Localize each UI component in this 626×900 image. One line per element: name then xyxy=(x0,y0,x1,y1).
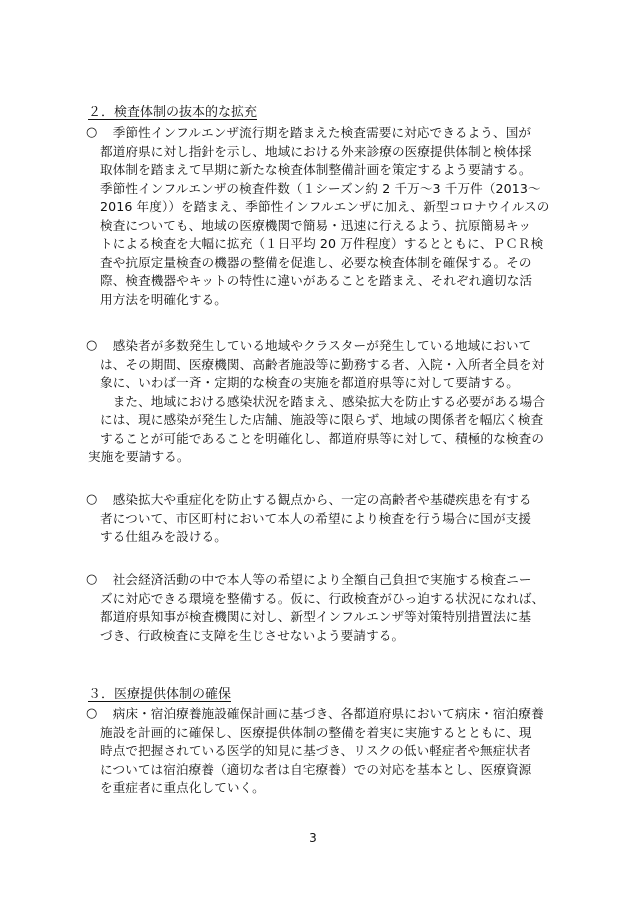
paragraph-bed-allocation xyxy=(100,705,544,798)
text-line: 季節性インフルエンザ流行期を踏まえた検査需要に対応できるよう、国が xyxy=(100,125,532,140)
bullet-marker: ○ xyxy=(86,338,98,353)
text-line: ズに対応できる環境を整備する。仮に、行政検査がひっ迫する状況になれば、 xyxy=(100,590,545,606)
text-line: 用方法を明確化する。 xyxy=(100,291,227,307)
text-line: については宿泊療養（適切な者は自宅療養）での対応を基本とし、医療資源 xyxy=(100,761,532,777)
text-line: は、その期間、医療機関、高齢者施設等に勤務する者、入院・入所者全員を対 xyxy=(100,356,545,372)
section-heading-medical-care: ３．医療提供体制の確保 xyxy=(88,687,232,702)
text-line: トによる検査を大幅に拡充（１日平均 20 万件程度）するとともに、ＰＣＲ検 xyxy=(100,236,544,251)
text-line: 時点で把握されている医学的知見に基づき、リスクの低い軽症者や無症状者 xyxy=(100,743,531,758)
bullet-marker: ○ xyxy=(86,706,98,721)
text-line: 感染拡大や重症化を防止する観点から、一定の高齢者や基礎疾患を有する xyxy=(100,492,532,507)
bullet-marker: ○ xyxy=(86,125,98,140)
text-line: 査や抗原定量検査の機器の整備を促進し、必要な検査体制を確保する。その xyxy=(100,254,532,270)
text-line: 施設を計画的に確保し、医療提供体制の整備を着実に実施するとともに、現 xyxy=(100,724,532,740)
text-line: 象に、いわば一斉・定期的な検査の実施を都道府県等に対して要請する。 xyxy=(100,375,519,390)
paragraph-self-paid-testing xyxy=(100,571,544,645)
bullet-marker: ○ xyxy=(86,492,98,507)
text-line: を重症者に重点化していく。 xyxy=(100,780,265,795)
text-line: 都道府県に対し指針を示し、地域における外来診療の医療提供体制と検体採 xyxy=(100,143,532,159)
text-line: 感染者が多数発生している地域やクラスターが発生している地域において xyxy=(100,338,532,353)
text-line: する仕組みを設ける。 xyxy=(100,529,227,544)
text-line: することが可能であることを明確化し、都道府県等に対して、積極的な検査の xyxy=(100,430,545,446)
paragraph-testing-plan xyxy=(100,124,550,309)
text-line: 取体制を踏まえて早期に新たな検査体制整備計画を策定するよう要請する。 xyxy=(100,162,532,177)
text-line: 都道府県知事が検査機関に対し、新型インフルエンザ等対策特別措置法に基 xyxy=(100,609,532,624)
text-line: には、現に感染が発生した店舗、施設等に限らず、地域の関係者を幅広く検査 xyxy=(100,412,544,427)
text-line: 病床・宿泊療養施設確保計画に基づき、各都道府県において病床・宿泊療養 xyxy=(100,706,544,721)
text-line: 季節性インフルエンザの検査件数（１シーズン約 2 千万～3 千万件（2013～ xyxy=(100,180,541,196)
paragraph-cluster-testing xyxy=(88,337,546,467)
text-line: 社会経済活動の中で本人等の希望により全額自己負担で実施する検査ニー xyxy=(100,572,532,587)
bullet-marker: ○ xyxy=(86,572,98,587)
text-line: 者について、市区町村において本人の希望により検査を行う場合に国が支援 xyxy=(100,510,532,526)
text-line: 実施を要請する。 xyxy=(88,449,190,464)
paragraph-elderly-support xyxy=(100,491,544,547)
text-line: また、地域における感染状況を踏まえ、感染拡大を防止する必要がある場合 xyxy=(100,393,546,409)
text-line: づき、行政検査に支障を生じさせないよう要請する。 xyxy=(100,627,405,643)
text-line: 際、検査機器やキットの特性に違いがあることを踏まえ、それぞれ適切な活 xyxy=(100,273,533,288)
text-line: 検査についても、地域の医療機関で簡易・迅速に行えるよう、抗原簡易キッ xyxy=(100,217,532,233)
page-number: 3 xyxy=(309,831,317,845)
section-heading-testing: ２．検査体制の抜本的な拡充 xyxy=(88,105,258,120)
text-line: 2016 年度））を踏まえ、季節性インフルエンザに加え、新型コロナウイルスの xyxy=(100,199,550,214)
